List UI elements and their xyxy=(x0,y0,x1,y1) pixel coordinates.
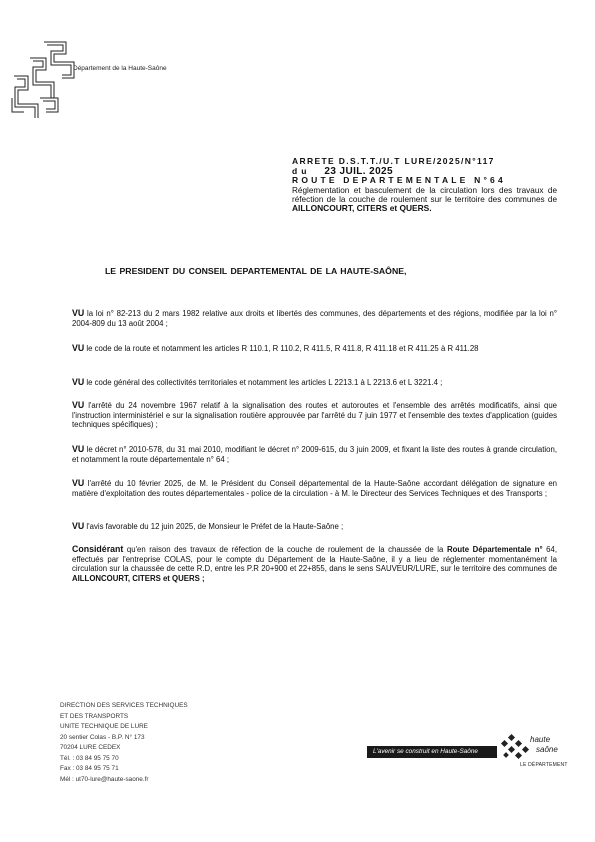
logo-saone: saône xyxy=(536,745,558,754)
arrete-du: du xyxy=(292,165,311,176)
footer-address xyxy=(60,701,188,785)
arrete-objet: Réglementation et basculement de la circulation lors des travaux de réfection de la couche de roulement sur le territoire des communes de AILLONCOURT, CITERS et QUERS. xyxy=(292,185,557,214)
visa-delegation: VU l'arrêté du 10 février 2025, de M. le Président du Conseil départemental de la Haute-Saône accordant délégation de signature en matière d'exploitation des routes départementales - police de la circulation - à M. le Directeur des Services Techniques et des Transports ; xyxy=(72,478,557,498)
visa-code-route: VU le code de la route et notamment les articles R 110.1, R 110.2, R 411.5, R 411.8, R 411.18 et R 411.25 à R 411.28 xyxy=(72,343,479,353)
footer-line: 70204 LURE CEDEX xyxy=(60,744,121,751)
slogan-banner: L'avenir se construit en Haute-Saône xyxy=(367,746,497,758)
department-label: Département de la Haute-Saône xyxy=(73,65,167,72)
department-logo xyxy=(10,40,76,122)
logo-haute: haute xyxy=(530,735,551,744)
visa-arrete-1967: VU l'arrêté du 24 novembre 1967 relatif à la signalisation des routes et autoroutes et l'ensemble des arrêtés modificatifs, ainsi que l'instruction interministériel e sur la signalisation routière approuvée par l'arrêté du 7 juin 1977 et l'ensemble des textes d'application (guides techniques spécifiques) ; xyxy=(72,400,557,430)
visa-loi: VU la loi n° 82-213 du 2 mars 1982 relative aux droits et libertés des communes, des départements et des régions, modifiée par la loi n° 2004-809 du 13 août 2004 ; xyxy=(72,308,557,328)
considerant: Considérant qu'en raison des travaux de réfection de la couche de roulement de la chaussée de la Route Départementale n° 64, effectués par l'entreprise COLAS, pour le compte du Département de la Haute-Saône, il y a lieu de réglementer momentanément la circulation sur la chaussée de cette R.D, entre les P.R 20+900 et 22+855, dans le sens SAUVEUR/LURE, sur le territoire des communes de AILLONCOURT, CITERS et QUERS ; xyxy=(72,544,557,583)
visa-cgct: VU le code général des collectivités territoriales et notamment les articles L 2213.1 à L 2213.6 et L 3221.4 ; xyxy=(72,377,443,387)
arrete-date-stamp: 23 JUIL. 2025 xyxy=(324,165,393,177)
visa-decret: VU le décret n° 2010-578, du 31 mai 2010, modifiant le décret n° 2009-615, du 3 juin 2009, et fixant la liste des routes à grande circulation, et notamment la route départementale n° 64 ; xyxy=(72,444,557,464)
arrete-number: ARRETE D.S.T.T./U.T LURE/2025/N°117 xyxy=(292,156,495,166)
footer-line: Mél : ut70-lure@haute-saone.fr xyxy=(60,775,149,783)
logo-departement: LE DÉPARTEMENT xyxy=(520,762,568,768)
footer-line: ET DES TRANSPORTS xyxy=(60,712,129,720)
footer-line: UNITE TECHNIQUE DE LURE xyxy=(60,723,148,730)
footer-line: 20 sentier Colas - B.P. N° 173 xyxy=(60,733,145,741)
footer-line: Tél. : 03 84 95 75 70 xyxy=(60,754,119,762)
visa-avis-prefet: VU l'avis favorable du 12 juin 2025, de Monsieur le Préfet de la Haute-Saône ; xyxy=(72,521,344,531)
arrete-header xyxy=(292,157,557,213)
route-title: ROUTE DEPARTEMENTALE N°64 xyxy=(292,175,506,186)
footer-line: Fax : 03 84 95 75 71 xyxy=(60,765,119,772)
president-title: LE PRESIDENT DU CONSEIL DEPARTEMENTAL DE LA HAUTE-SAÔNE, xyxy=(105,266,407,276)
footer-line: DIRECTION DES SERVICES TECHNIQUES xyxy=(60,702,188,709)
